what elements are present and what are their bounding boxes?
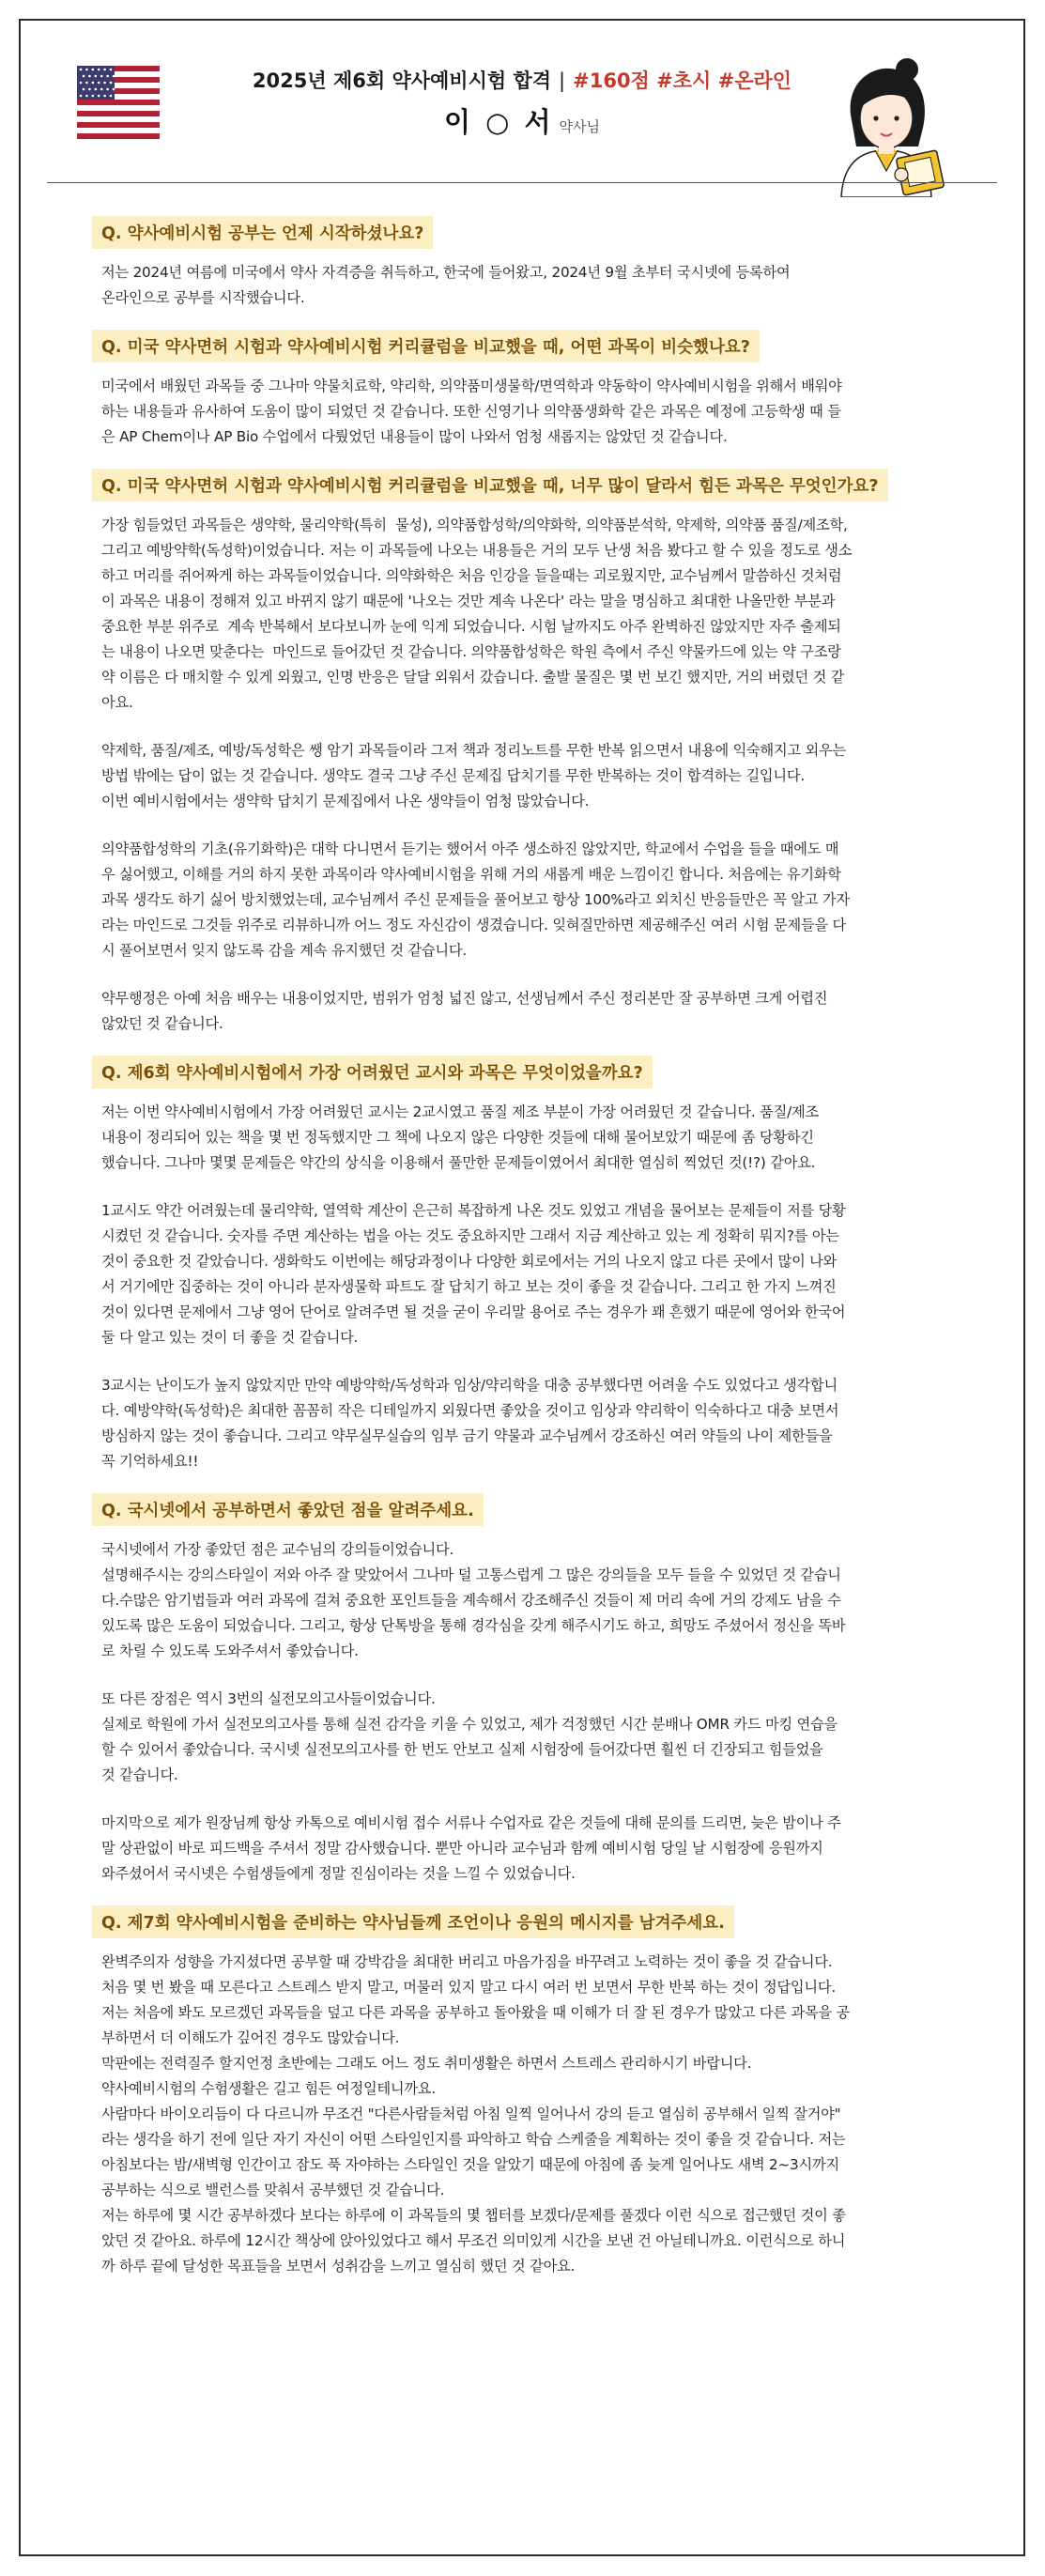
answer-paragraph: 저는 이번 약사예비시험에서 가장 어려웠던 교시는 2교시였고 품질 제조 부분이 가장 어려웠던 것 같습니다. 품질/제조 내용이 정리되어 있는 책을 몇 번 정독했지만 그 책에 나오지 않은 다양한 것들에 대해 물어보았기 때문에 좀 당황하긴 했습니다. 그나마 몇몇 문제들은 약간의 상식을 이용해서 풀만한 문제들이였어서 최대한 열심히 찍었던 것(!?) 같아요. [101, 1103, 819, 1171]
author-suffix: 약사님 [559, 118, 600, 135]
answer-paragraph: 가장 힘들었던 과목들은 생약학, 물리약학(특히 물성), 의약품합성학/의약화학, 의약품분석학, 약제학, 의약품 품질/제조학, 그리고 예방약학(독성학)이었습니다. 저는 이 과목들에 나오는 내용들은 거의 모두 난생 처음 봤다고 할 수 있을 정도로 생소 하고 머리를 쥐어짜게 하는 과목들이었습니다. 의약화학은 처음 인강을 들을때는 괴로웠지만, 교수님께서 말씀하신 것처럼 이 과목은 내용이 정해져 있고 바뀌지 않기 때문에 '나오는 것만 계속 나온다' 라는 말을 명심하고 최대한 나올만한 부분과 중요한 부분 위주로 계속 반복해서 보다보니까 눈에 익게 되었습니다. 시험 날까지도 아주 완벽하진 않았지만 자주 출제되 는 내용이 나오면 맞춘다는 마인드로 들어갔던 것 같습니다. 의약품합성학은 학원 측에서 주신 약물카드에 있는 약 구조랑 약 이름은 다 매치할 수 있게 외웠고, 인명 반응은 달달 외워서 갔습니다. 출발 물질은 몇 번 보긴 했지만, 거의 버렸던 것 같 아요. [101, 517, 853, 711]
interview-content [101, 216, 946, 2298]
question-heading: Q. 미국 약사면허 시험과 약사예비시험 커리큘럼을 비교했을 때, 어떤 과목이 비슷했나요? [92, 330, 760, 362]
question-heading: Q. 국시넷에서 공부하면서 좋았던 점을 알려주세요. [92, 1493, 484, 1526]
answer-paragraph: 약무행정은 아예 처음 배우는 내용이었지만, 범위가 엄청 넓진 않고, 선생님께서 주신 정리본만 잘 공부하면 크게 어렵진 않았던 것 같습니다. [101, 990, 828, 1032]
qa-section [101, 330, 946, 450]
qa-section [101, 469, 946, 1037]
page-header [21, 21, 1023, 185]
title-tags: #160점 #초시 #온라인 [573, 69, 792, 92]
answer-paragraph: 국시넷에서 가장 좋았던 점은 교수님의 강의들이었습니다. 설명해주시는 강의스타일이 저와 아주 잘 맞았어서 그나마 덜 고통스럽게 그 많은 강의들을 모두 들을 수 있었던 것 같습니 다.수많은 암기법들과 여러 과목에 걸쳐 중요한 포인트들을 계속해서 강조해주신 것들이 제 머리 속에 거의 강제도 남을 수 있도록 많은 도움이 되었습니다. 그리고, 항상 단톡방을 통해 경각심을 갖게 해주시기도 하고, 희망도 주셨어서 정신을 똑바 로 차릴 수 있도록 도와주셔서 좋았습니다. [101, 1541, 846, 1659]
answer-paragraph: 3교시는 난이도가 높지 않았지만 만약 예방약학/독성학과 임상/약리학을 대충 공부했다면 어려울 수도 있었다고 생각합니 다. 예방약학(독성학)은 최대한 꼼꼼히 작은 디테일까지 외웠다면 좋았을 것이고 임상과 약리학이 익숙하다고 대충 보면서 방심하지 않는 것이 좋습니다. 그리고 약무실무실습의 임부 금기 약물과 교수님께서 강조하신 여러 약들의 나이 제한들을 꼭 기억하세요!! [101, 1377, 839, 1470]
header-divider [47, 182, 997, 183]
answer-paragraph: 약제학, 품질/제조, 예방/독성학은 쌩 암기 과목들이라 그저 책과 정리노트를 무한 반복 읽으면서 내용에 익숙해지고 외우는 방법 밖에는 답이 없는 것 같습니다. 생약도 결국 그냥 주신 문제집 답치기를 무한 반복하는 것이 합격하는 길입니다. 이번 예비시험에서는 생약학 답치기 문제집에서 나온 생약들이 엄청 많았습니다. [101, 742, 846, 810]
qa-section [101, 1056, 946, 1474]
answer-paragraph: 완벽주의자 성향을 가지셨다면 공부할 때 강박감을 최대한 버리고 마음가짐을 바꾸려고 노력하는 것이 좋을 것 같습니다. 처음 몇 번 봤을 때 모른다고 스트레스 받지 말고, 머물러 있지 말고 다시 여러 번 보면서 무한 반복 하는 것이 정답입니다. 저는 처음에 봐도 모르겠던 과목들을 덮고 다른 과목을 공부하고 돌아왔을 때 이해가 더 잘 된 경우가 많았고 다른 과목을 공 부하면서 더 이해도가 깊어진 경우도 많았습니다. 막판에는 전력질주 할지언정 초반에는 그래도 어느 정도 취미생활은 하면서 스트레스 관리하시기 바랍니다. 약사예비시험의 수험생활은 길고 힘든 여정일테니까요. 사람마다 바이오리듬이 다 다르니까 무조건 "다른사람들처럼 아침 일찍 일어나서 강의 듣고 열심히 공부해서 일찍 잘거야" 라는 생각을 하기 전에 일단 자기 자신이 어떤 스타일인지를 파악하고 학습 스케줄을 계획하는 것이 좋을 것 같습니다. 저는 아침보다는 밤/새벽형 인간이고 잠도 푹 자야하는 스타일인 것을 알았기 때문에 아침에 좀 늦게 일어나도 새벽 2~3시까지 공부하는 식으로 밸런스를 맞춰서 공부했던 것 같습니다. 저는 하루에 몇 시간 공부하겠다 보다는 하루에 이 과목들의 몇 챕터를 보겠다/문제를 풀겠다 이런 식으로 접근했던 것이 좋 았던 것 같아요. 하루에 12시간 책상에 앉아있었다고 해서 무조건 의미있게 시간을 보낸 건 아닐테니까요. 이런식으로 하니 까 하루 끝에 달성한 목표들을 보면서 성취감을 느끼고 열심히 했던 것 같아요. [101, 1953, 851, 2275]
qa-section [101, 216, 946, 311]
title-text: 2025년 제6회 약사예비시험 합격 [252, 69, 552, 92]
answer-paragraph: 저는 2024년 여름에 미국에서 약사 자격증을 취득하고, 한국에 들어왔고, 2024년 9월 초부터 국시넷에 등록하여 온라인으로 공부를 시작했습니다. [101, 264, 791, 306]
author-name: 이 ○ 서 [443, 106, 554, 138]
page-frame [19, 19, 1025, 2556]
qa-section [101, 1905, 946, 2279]
question-heading: Q. 미국 약사면허 시험과 약사예비시험 커리큘럼을 비교했을 때, 너무 많이 달라서 힘든 과목은 무엇인가요? [92, 469, 888, 501]
title-separator: | [559, 69, 566, 92]
answer-paragraph: 또 다른 장점은 역시 3번의 실전모의고사들이었습니다. 실제로 학원에 가서 실전모의고사를 통해 실전 감각을 키울 수 있었고, 제가 걱정했던 시간 분배나 OMR 카드 마킹 연습을 할 수 있어서 좋았습니다. 국시넷 실전모의고사를 한 번도 안보고 실제 시험장에 들어갔다면 훨씬 더 긴장되고 힘들었을 것 같습니다. [101, 1690, 838, 1783]
answer-paragraph: 의약품합성학의 기초(유기화학)은 대학 다니면서 듣기는 했어서 아주 생소하진 않았지만, 학교에서 수업을 들을 때에도 매 우 싫어했고, 이해를 거의 하지 못한 과목이라 약사예비시험을 위해 거의 새롭게 배운 느낌이긴 합니다. 처음에는 유기화학 과목 생각도 하기 싫어 방치했었는데, 교수님께서 주신 문제들을 풀어보고 항상 100%라고 외치신 반응들만은 꼭 알고 가자 라는 마인드로 그것들 위주로 리뷰하니까 어느 정도 자신감이 생겼습니다. 잊혀질만하면 제공해주신 여러 시험 문제들을 다 시 풀어보면서 잊지 않도록 감을 계속 유지했던 것 같습니다. [101, 841, 850, 959]
question-heading: Q. 제6회 약사예비시험에서 가장 어려웠던 교시와 과목은 무엇이었을까요? [92, 1056, 653, 1088]
answer-paragraph: 미국에서 배웠던 과목들 중 그나마 약물치료학, 약리학, 의약품미생물학/면역학과 약동학이 약사예비시험을 위해서 배워야 하는 내용들과 유사하여 도움이 많이 되었던 것 같습니다. 또한 신영기나 의약품생화학 같은 과목은 예정에 고등학생 때 들 은 AP Chem이나 AP Bio 수업에서 다뤘었던 내용들이 많이 나와서 엄청 새롭지는 않았던 것 같습니다. [101, 378, 842, 445]
answer-paragraph: 마지막으로 제가 원장님께 항상 카톡으로 예비시험 접수 서류나 수업자료 같은 것들에 대해 문의를 드리면, 늦은 밤이나 주 말 상관없이 바로 피드백을 주셔서 정말 감사했습니다. 뿐만 아니라 교수님과 함께 예비시험 당일 날 시험장에 응원까지 와주셨어서 국시넷은 수험생들에게 정말 진심이라는 것을 느낄 수 있었습니다. [101, 1814, 841, 1882]
qa-section [101, 1493, 946, 1887]
question-heading: Q. 약사예비시험 공부는 언제 시작하셨나요? [92, 216, 433, 249]
answer-paragraph: 1교시도 약간 어려웠는데 물리약학, 열역학 계산이 은근히 복잡하게 나온 것도 있었고 개념을 물어보는 문제들이 저를 당황 시켰던 것 같습니다. 숫자를 주면 계산하는 법을 아는 것도 중요하지만 그래서 지금 계산하고 있는 게 정확히 뭐지?를 아는 것이 중요한 것 같았습니다. 생화학도 이번에는 해당과정이나 다양한 회로에서는 거의 나오지 않고 다른 곳에서 많이 나와 서 거기에만 집중하는 것이 아니라 분자생물학 파트도 잘 답치기 하고 보는 것이 좋을 것 같습니다. 그리고 한 가지 느껴진 것이 있다면 문제에서 그냥 영어 단어로 알려주면 될 것을 굳이 우리말 용어로 주는 경우가 꽤 흔했기 때문에 영어와 한국어 둘 다 알고 있는 것이 더 좋을 것 같습니다. [101, 1202, 846, 1346]
pharmacist-avatar-icon [809, 56, 960, 197]
question-heading: Q. 제7회 약사예비시험을 준비하는 약사님들께 조언이나 응원의 메시지를 남겨주세요. [92, 1905, 734, 1938]
